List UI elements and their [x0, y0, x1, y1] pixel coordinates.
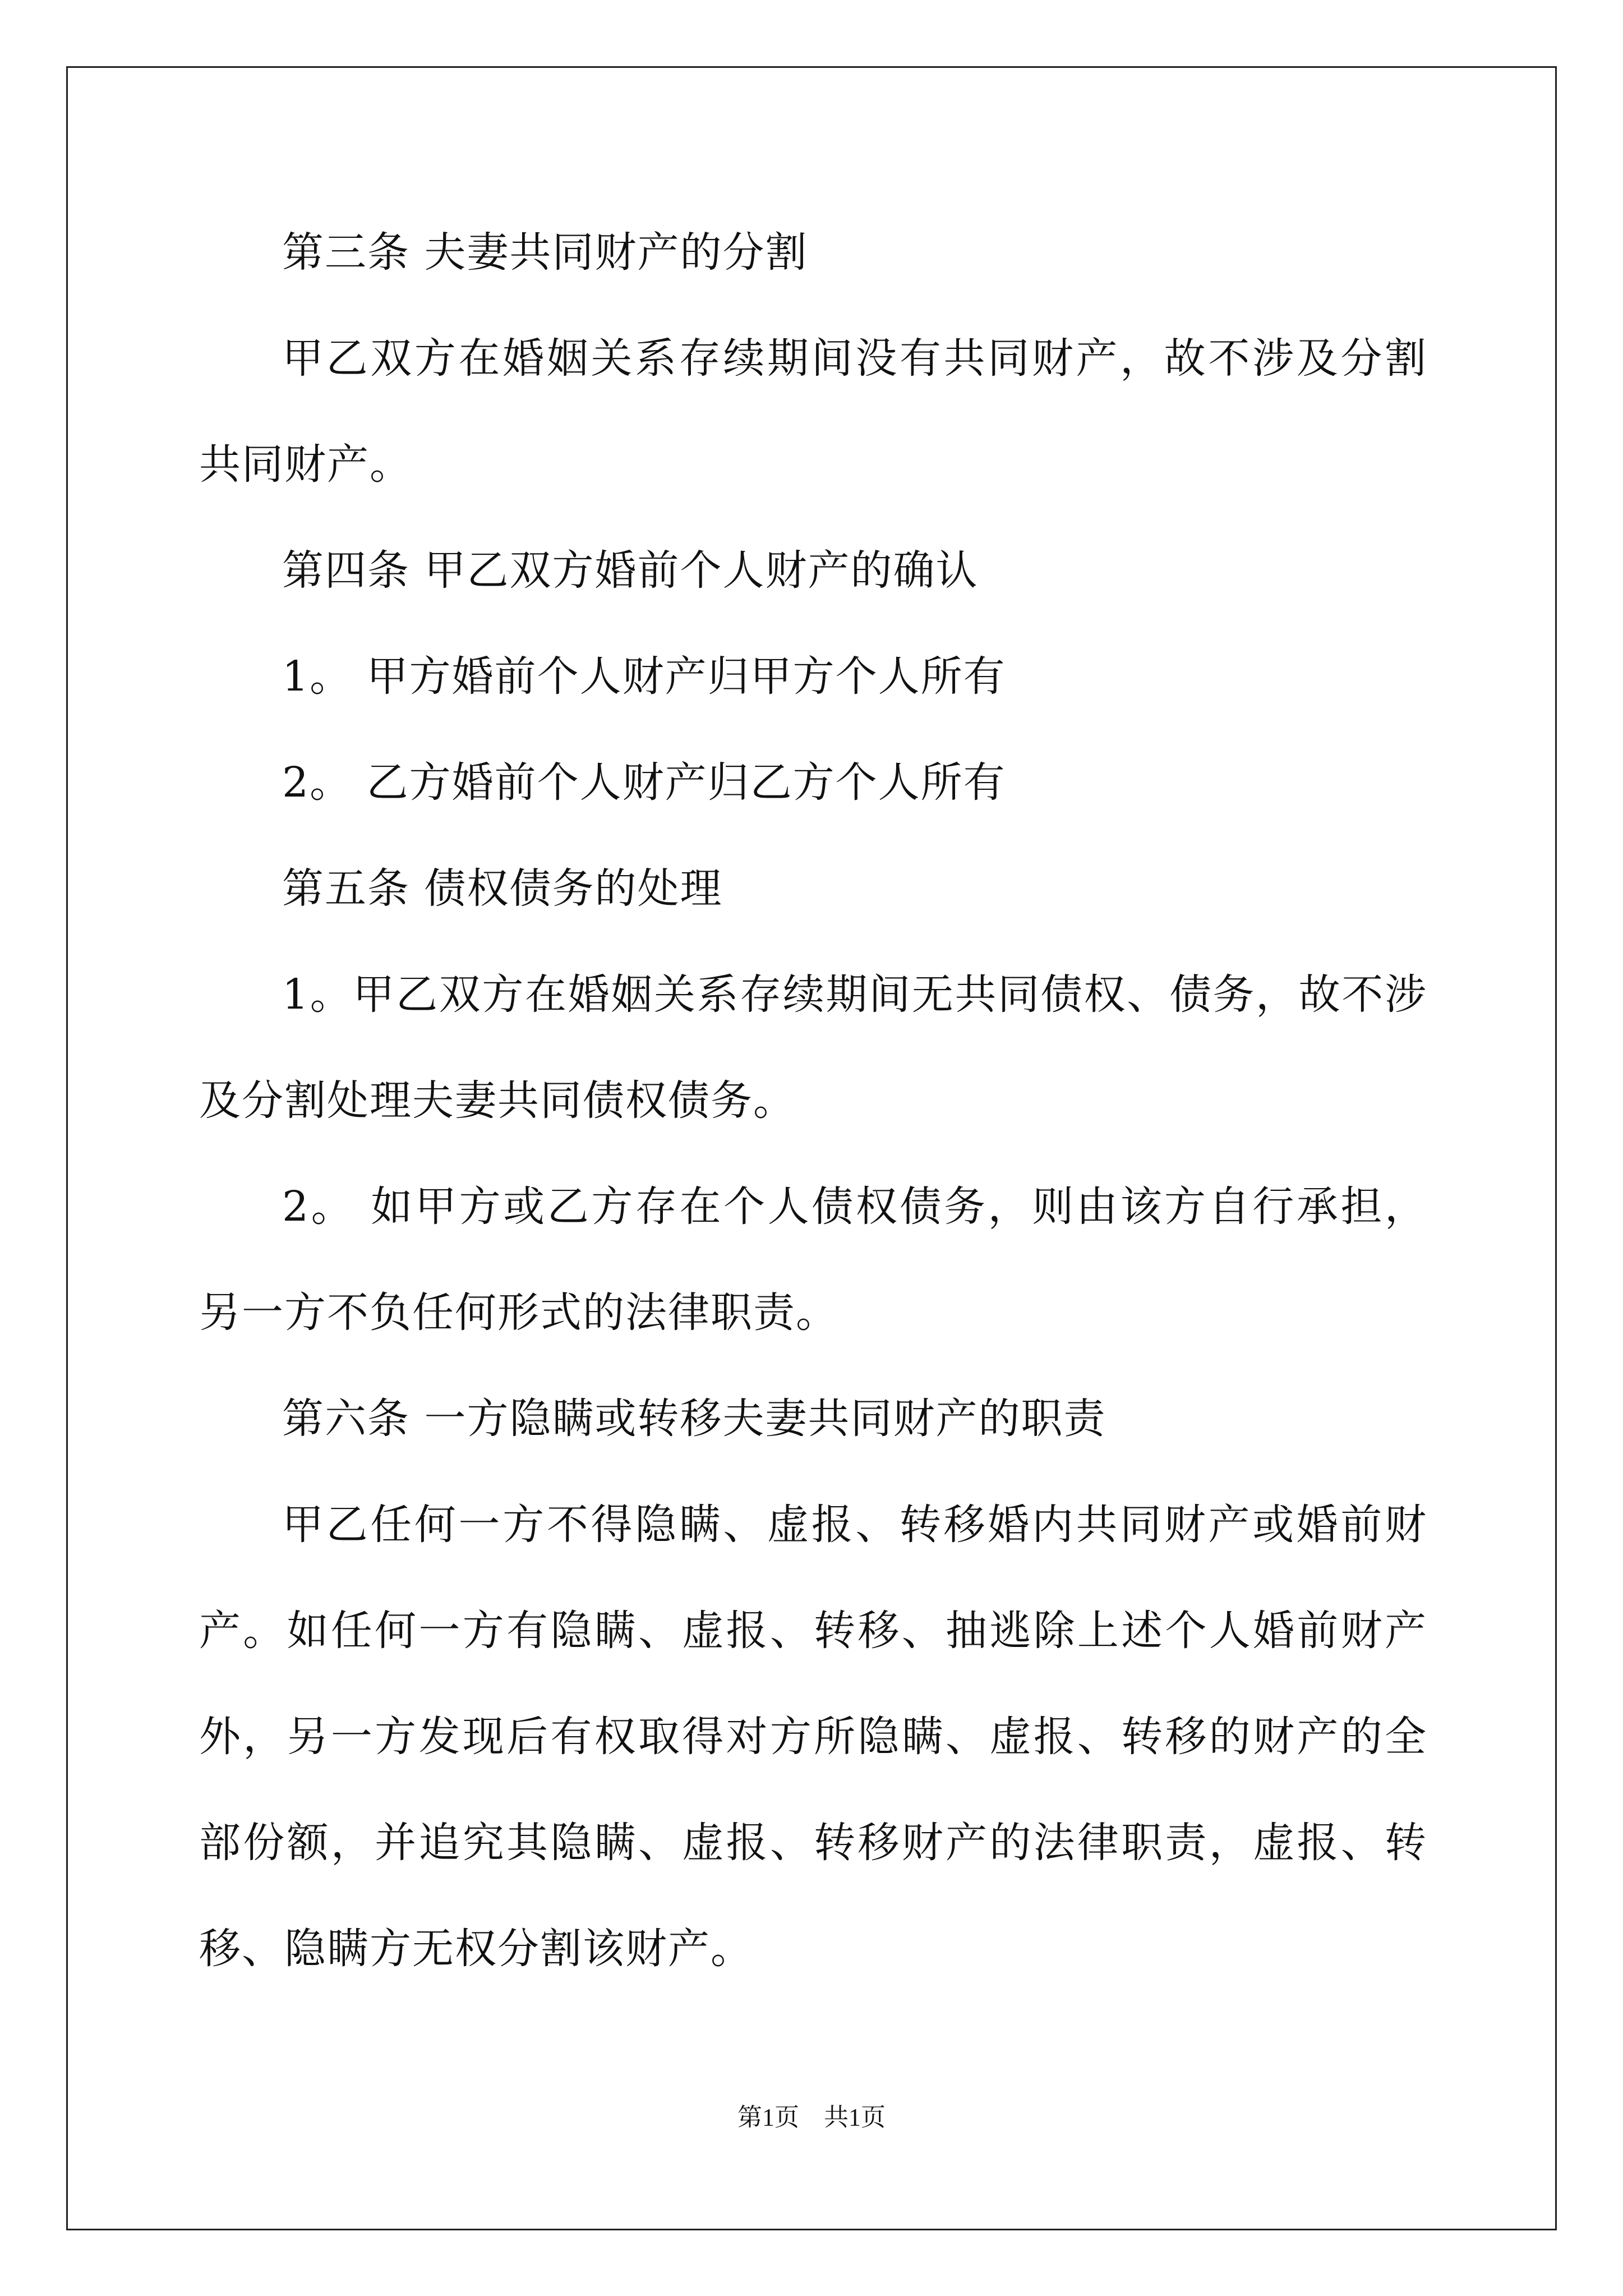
article-3-heading: 第三条 夫妻共同财产的分割: [282, 228, 808, 277]
article-6-text: 甲乙任何一方不得隐瞒、虚报、转移婚内共同财产或婚前财产。如任何一方有隐瞒、虚报、转移、抽逃除上述个人婚前财产外，另一方发现后有权取得对方所隐瞒、虚报、转移的财产的全部份额，并追究其隐瞒、虚报、转移财产的法律职责，虚报、转移、隐瞒方无权分割该财产。: [199, 1501, 1427, 1973]
article-6-heading: 第六条 一方隐瞒或转移夫妻共同财产的职责: [282, 1395, 1106, 1443]
article-4-item-1: 1。 甲方婚前个人财产归甲方个人所有: [282, 652, 1006, 701]
article-5-heading: 第五条 债权债务的处理: [282, 864, 723, 913]
page-footer: 第1页 共1页: [737, 2104, 886, 2131]
article-4-heading: 第四条 甲乙双方婚前个人财产的确认: [282, 546, 979, 595]
article-3-text: 甲乙双方在婚姻关系存续期间没有共同财产，故不涉及分割共同财产。: [199, 334, 1427, 489]
article-5-item-1: 1。甲乙双方在婚姻关系存续期间无共同债权、债务，故不涉及分割处理夫妻共同债权债务。: [199, 970, 1427, 1125]
article-4-item-2: 2。 乙方婚前个人财产归乙方个人所有: [282, 758, 1006, 807]
document-body: [199, 200, 1427, 2002]
article-5-item-2: 2。 如甲方或乙方存在个人债权债务，则由该方自行承担，另一方不负任何形式的法律职责。: [199, 1182, 1427, 1337]
